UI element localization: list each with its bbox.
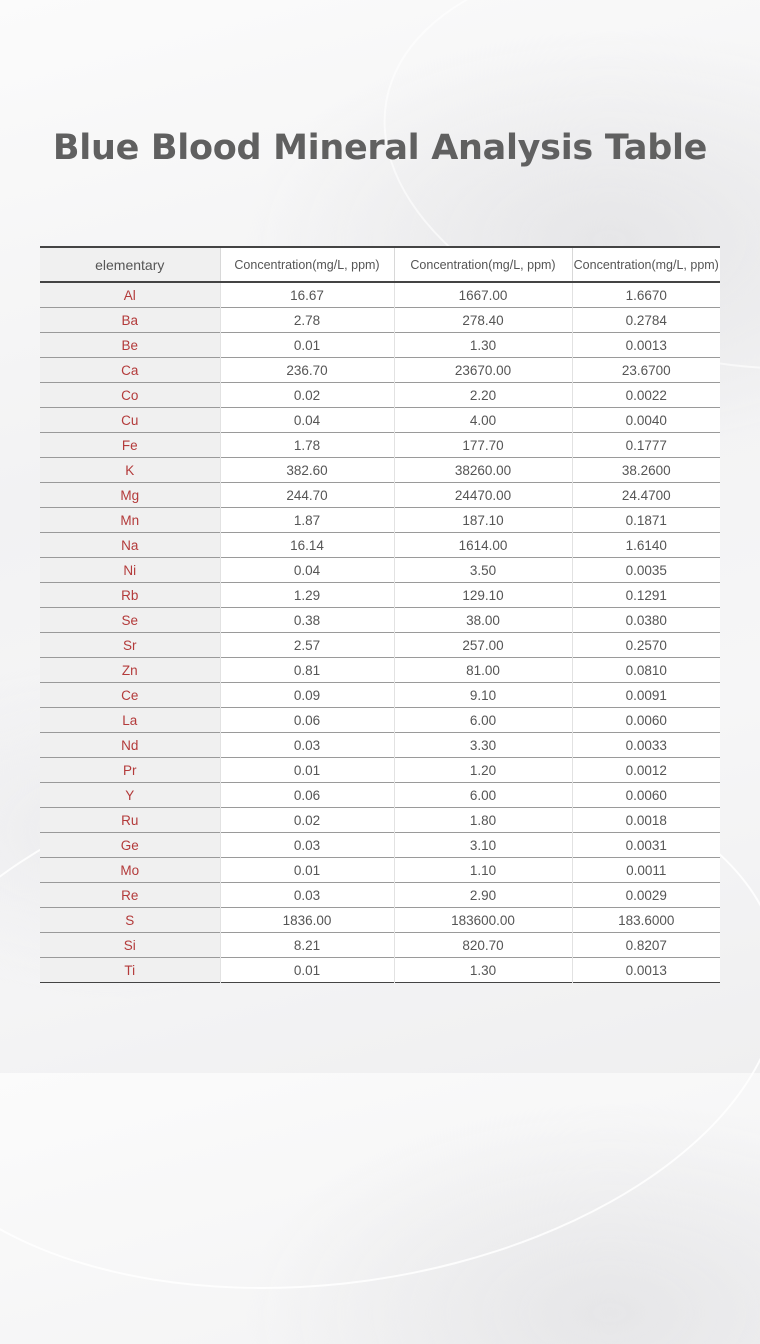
column-header-concentration-3: Concentration(mg/L, ppm) <box>572 247 720 282</box>
concentration-cell-3: 1.6670 <box>572 282 720 308</box>
concentration-cell-2: 1667.00 <box>394 282 572 308</box>
concentration-cell-2: 3.30 <box>394 733 572 758</box>
table-row <box>40 658 720 683</box>
element-symbol-cell: Fe <box>40 433 220 458</box>
concentration-cell-1: 0.01 <box>220 958 394 983</box>
table-row <box>40 633 720 658</box>
concentration-cell-1: 16.67 <box>220 282 394 308</box>
concentration-cell-2: 38.00 <box>394 608 572 633</box>
table-row <box>40 458 720 483</box>
concentration-cell-2: 2.90 <box>394 883 572 908</box>
table-row <box>40 433 720 458</box>
concentration-cell-3: 0.8207 <box>572 933 720 958</box>
concentration-cell-3: 0.0022 <box>572 383 720 408</box>
concentration-cell-1: 236.70 <box>220 358 394 383</box>
concentration-cell-1: 0.06 <box>220 708 394 733</box>
concentration-cell-3: 0.2784 <box>572 308 720 333</box>
concentration-cell-2: 3.10 <box>394 833 572 858</box>
table-row <box>40 608 720 633</box>
concentration-cell-3: 0.0013 <box>572 958 720 983</box>
concentration-cell-2: 23670.00 <box>394 358 572 383</box>
concentration-cell-3: 0.0033 <box>572 733 720 758</box>
concentration-cell-2: 3.50 <box>394 558 572 583</box>
element-symbol-cell: Se <box>40 608 220 633</box>
element-symbol-cell: Ti <box>40 958 220 983</box>
table-row <box>40 933 720 958</box>
mineral-analysis-table <box>40 246 720 983</box>
element-symbol-cell: Mo <box>40 858 220 883</box>
concentration-cell-3: 23.6700 <box>572 358 720 383</box>
concentration-cell-1: 0.01 <box>220 333 394 358</box>
element-symbol-cell: Ge <box>40 833 220 858</box>
header-row <box>40 247 720 282</box>
concentration-cell-2: 187.10 <box>394 508 572 533</box>
concentration-cell-1: 0.01 <box>220 858 394 883</box>
element-symbol-cell: Ni <box>40 558 220 583</box>
table-row <box>40 558 720 583</box>
concentration-cell-3: 0.0035 <box>572 558 720 583</box>
concentration-cell-1: 0.38 <box>220 608 394 633</box>
element-symbol-cell: Ce <box>40 683 220 708</box>
concentration-cell-3: 0.0091 <box>572 683 720 708</box>
element-symbol-cell: Al <box>40 282 220 308</box>
element-symbol-cell: Si <box>40 933 220 958</box>
element-symbol-cell: Nd <box>40 733 220 758</box>
concentration-cell-2: 177.70 <box>394 433 572 458</box>
concentration-cell-3: 0.0380 <box>572 608 720 633</box>
concentration-cell-2: 2.20 <box>394 383 572 408</box>
table-row <box>40 308 720 333</box>
element-symbol-cell: Y <box>40 783 220 808</box>
table-row <box>40 333 720 358</box>
concentration-cell-2: 6.00 <box>394 708 572 733</box>
table-row <box>40 533 720 558</box>
concentration-cell-1: 8.21 <box>220 933 394 958</box>
concentration-cell-3: 0.1291 <box>572 583 720 608</box>
concentration-cell-2: 1614.00 <box>394 533 572 558</box>
table-row <box>40 858 720 883</box>
concentration-cell-3: 24.4700 <box>572 483 720 508</box>
concentration-cell-1: 0.03 <box>220 833 394 858</box>
concentration-cell-3: 0.0011 <box>572 858 720 883</box>
concentration-cell-3: 0.0810 <box>572 658 720 683</box>
concentration-cell-1: 1836.00 <box>220 908 394 933</box>
concentration-cell-1: 2.57 <box>220 633 394 658</box>
column-header-concentration-2: Concentration(mg/L, ppm) <box>394 247 572 282</box>
element-symbol-cell: Na <box>40 533 220 558</box>
concentration-cell-1: 0.09 <box>220 683 394 708</box>
concentration-cell-1: 0.03 <box>220 733 394 758</box>
concentration-cell-1: 16.14 <box>220 533 394 558</box>
element-symbol-cell: Pr <box>40 758 220 783</box>
element-symbol-cell: Mg <box>40 483 220 508</box>
table-row <box>40 758 720 783</box>
element-symbol-cell: Ca <box>40 358 220 383</box>
concentration-cell-1: 0.02 <box>220 808 394 833</box>
concentration-cell-2: 81.00 <box>394 658 572 683</box>
element-symbol-cell: Zn <box>40 658 220 683</box>
page-title: Blue Blood Mineral Analysis Table <box>52 128 708 168</box>
concentration-cell-1: 382.60 <box>220 458 394 483</box>
concentration-cell-3: 1.6140 <box>572 533 720 558</box>
column-header-elementary: elementary <box>40 247 220 282</box>
element-symbol-cell: Mn <box>40 508 220 533</box>
concentration-cell-2: 1.30 <box>394 333 572 358</box>
concentration-cell-3: 0.2570 <box>572 633 720 658</box>
element-symbol-cell: Re <box>40 883 220 908</box>
table-row <box>40 883 720 908</box>
concentration-cell-3: 0.0018 <box>572 808 720 833</box>
concentration-cell-1: 1.29 <box>220 583 394 608</box>
table-row <box>40 383 720 408</box>
concentration-cell-2: 257.00 <box>394 633 572 658</box>
table-row <box>40 908 720 933</box>
table-row <box>40 808 720 833</box>
table-row <box>40 958 720 983</box>
concentration-cell-3: 0.0029 <box>572 883 720 908</box>
concentration-cell-1: 1.78 <box>220 433 394 458</box>
concentration-cell-2: 278.40 <box>394 308 572 333</box>
concentration-cell-1: 0.06 <box>220 783 394 808</box>
table-row <box>40 408 720 433</box>
table-row <box>40 783 720 808</box>
element-symbol-cell: Co <box>40 383 220 408</box>
mineral-analysis-table-container <box>40 246 720 983</box>
element-symbol-cell: Ru <box>40 808 220 833</box>
concentration-cell-2: 1.30 <box>394 958 572 983</box>
concentration-cell-1: 2.78 <box>220 308 394 333</box>
table-row <box>40 358 720 383</box>
concentration-cell-2: 4.00 <box>394 408 572 433</box>
table-row <box>40 833 720 858</box>
table-row <box>40 683 720 708</box>
element-symbol-cell: Sr <box>40 633 220 658</box>
concentration-cell-3: 0.0040 <box>572 408 720 433</box>
concentration-cell-3: 38.2600 <box>572 458 720 483</box>
concentration-cell-1: 0.81 <box>220 658 394 683</box>
concentration-cell-2: 183600.00 <box>394 908 572 933</box>
element-symbol-cell: S <box>40 908 220 933</box>
element-symbol-cell: Cu <box>40 408 220 433</box>
concentration-cell-3: 0.0031 <box>572 833 720 858</box>
concentration-cell-2: 38260.00 <box>394 458 572 483</box>
concentration-cell-2: 1.80 <box>394 808 572 833</box>
concentration-cell-3: 183.6000 <box>572 908 720 933</box>
concentration-cell-2: 24470.00 <box>394 483 572 508</box>
concentration-cell-2: 1.10 <box>394 858 572 883</box>
table-body <box>40 282 720 983</box>
table-row <box>40 733 720 758</box>
concentration-cell-3: 0.0012 <box>572 758 720 783</box>
concentration-cell-2: 129.10 <box>394 583 572 608</box>
concentration-cell-3: 0.0060 <box>572 783 720 808</box>
table-header <box>40 247 720 282</box>
table-row <box>40 508 720 533</box>
table-row <box>40 483 720 508</box>
column-header-concentration-1: Concentration(mg/L, ppm) <box>220 247 394 282</box>
table-row <box>40 708 720 733</box>
element-symbol-cell: Ba <box>40 308 220 333</box>
concentration-cell-3: 0.0013 <box>572 333 720 358</box>
concentration-cell-1: 244.70 <box>220 483 394 508</box>
table-row <box>40 282 720 308</box>
concentration-cell-1: 0.04 <box>220 408 394 433</box>
concentration-cell-2: 6.00 <box>394 783 572 808</box>
concentration-cell-1: 0.04 <box>220 558 394 583</box>
element-symbol-cell: Be <box>40 333 220 358</box>
concentration-cell-3: 0.1777 <box>572 433 720 458</box>
element-symbol-cell: La <box>40 708 220 733</box>
concentration-cell-1: 0.03 <box>220 883 394 908</box>
element-symbol-cell: Rb <box>40 583 220 608</box>
concentration-cell-1: 0.02 <box>220 383 394 408</box>
concentration-cell-1: 0.01 <box>220 758 394 783</box>
table-row <box>40 583 720 608</box>
element-symbol-cell: K <box>40 458 220 483</box>
concentration-cell-2: 1.20 <box>394 758 572 783</box>
concentration-cell-2: 9.10 <box>394 683 572 708</box>
concentration-cell-2: 820.70 <box>394 933 572 958</box>
concentration-cell-1: 1.87 <box>220 508 394 533</box>
concentration-cell-3: 0.0060 <box>572 708 720 733</box>
concentration-cell-3: 0.1871 <box>572 508 720 533</box>
